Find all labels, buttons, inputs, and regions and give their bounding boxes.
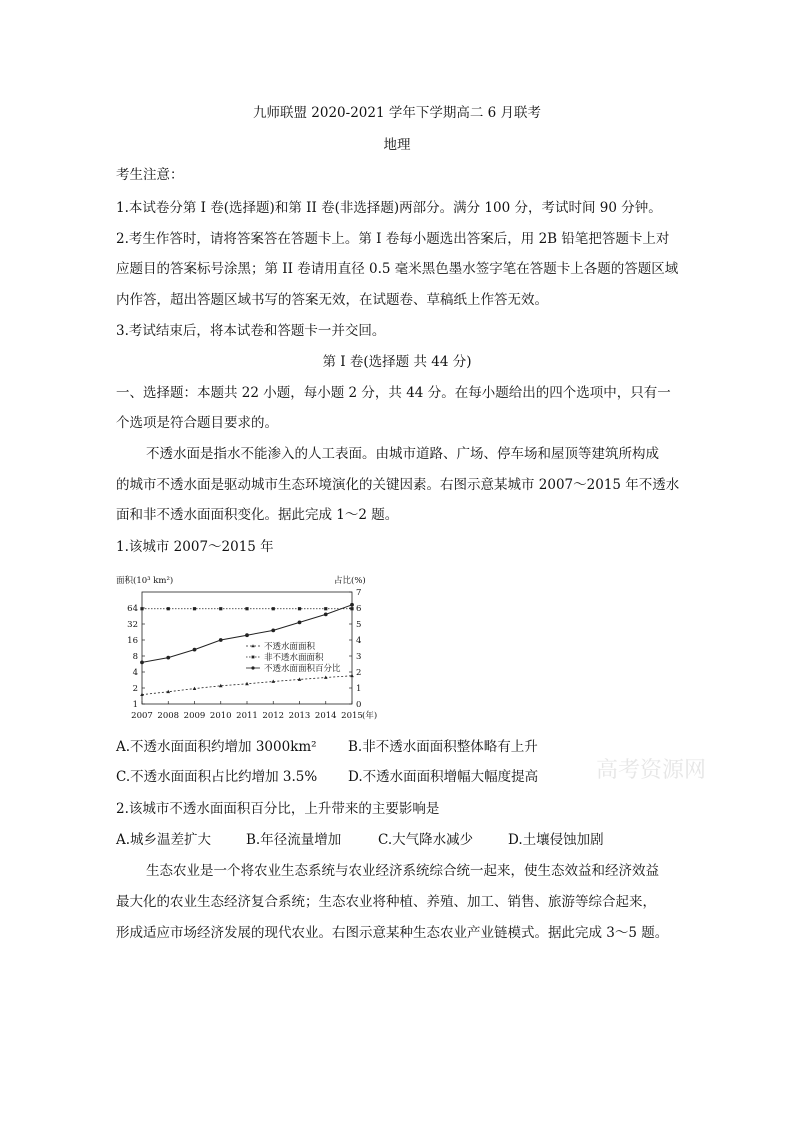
x-tick-label: 2009: [183, 711, 206, 721]
data-point: [324, 613, 328, 617]
y-right-tick-label: 0: [356, 700, 362, 710]
notice-item: 3.考试结束后，将本试卷和答题卡一并交回。: [116, 323, 386, 339]
data-point: [193, 607, 196, 610]
x-tick-label: 2015: [341, 711, 363, 721]
passage-line: 不透水面是指水不能渗入的人工表面。由城市道路、广场、停车场和屋顶等建筑所构成: [146, 446, 659, 462]
section-intro: 一、选择题：本题共 22 小题，每小题 2 分，共 44 分。在每小题给出的四个选项中，只有一: [116, 385, 671, 401]
data-point: [167, 607, 170, 610]
data-point: [324, 607, 327, 610]
y-right-tick-label: 5: [356, 620, 362, 630]
y-left-tick-label: 4: [132, 668, 138, 678]
y-left-tick-label: 8: [132, 652, 138, 662]
question-1-stem: 1.该城市 2007～2015 年: [116, 539, 274, 555]
passage-line: 的城市不透水面是驱动城市生态环境演化的关键因素。右图示意某城市 2007～2015 年不透水: [116, 477, 680, 493]
data-point: [272, 607, 275, 610]
q2-option-d[interactable]: D.土壤侵蚀加剧: [508, 832, 604, 848]
passage-line: 最大化的农业生态经济复合系统；生态农业将种植、养殖、加工、销售、旅游等综合起来，: [116, 894, 656, 910]
q1-option-a[interactable]: A.不透水面面积约增加 3000km²: [116, 739, 317, 755]
passage-line: 形成适应市场经济发展的现代农业。右图示意某种生态农业产业链模式。据此完成 3～5 题。: [116, 925, 669, 941]
y-left-tick-label: 64: [127, 604, 138, 614]
notice-item: 1.本试卷分第 I 卷(选择题)和第 II 卷(非选择题)两部分。满分 100 分，考试时间 90 分钟。: [116, 200, 662, 216]
question-2-stem: 2.该城市不透水面面积百分比，上升带来的主要影响是: [116, 801, 440, 817]
x-tick-label: 2013: [288, 711, 311, 721]
notice-item: 应题目的答案标号涂黑；第 II 卷请用直径 0.5 毫米黑色墨水签字笔在答题卡上各题的答题区域: [116, 261, 679, 277]
y-right-tick-label: 6: [356, 604, 362, 614]
legend-marker: [251, 666, 254, 669]
y-right-tick-label: 4: [356, 636, 362, 646]
series-line-1: [142, 676, 352, 695]
data-point: [140, 661, 144, 665]
section-intro: 个选项是符合题目要求的。: [116, 415, 278, 431]
q2-option-a[interactable]: A.城乡温差扩大: [116, 832, 212, 848]
data-point: [219, 638, 223, 642]
y-axis-left-label: 面积(10³ km²): [116, 576, 174, 586]
x-tick-label: 2008: [157, 711, 180, 721]
notice-item: 2.考生作答时，请将答案答在答题卡上。第 I 卷每小题选出答案后，用 2B 铅笔把答题卡上对: [116, 231, 670, 247]
y-left-tick-label: 16: [127, 636, 138, 646]
y-left-tick-label: 1: [132, 700, 138, 710]
y-right-tick-label: 3: [356, 652, 362, 662]
data-point: [245, 607, 248, 610]
y-right-tick-label: 1: [356, 684, 362, 694]
data-point: [193, 648, 197, 652]
passage-line: 生态农业是一个将农业生态系统与农业经济系统综合统一起来，使生态效益和经济效益: [146, 863, 659, 879]
x-axis-label: (年): [362, 711, 378, 721]
passage-line: 面和非不透水面面积变化。据此完成 1～2 题。: [116, 507, 399, 523]
q1-option-d[interactable]: D.不透水面面积增幅大幅度提高: [348, 769, 539, 785]
x-tick-label: 2011: [236, 711, 258, 721]
y-right-tick-label: 2: [356, 668, 362, 678]
data-point: [298, 607, 301, 610]
data-point: [245, 633, 249, 637]
data-point: [166, 690, 170, 693]
data-point: [193, 687, 197, 690]
x-tick-label: 2014: [314, 711, 337, 721]
legend-label: 不透水面面积: [264, 642, 316, 652]
data-point: [350, 603, 354, 607]
q2-option-b[interactable]: B.年径流量增加: [246, 832, 342, 848]
section-title: 第 I 卷(选择题 共 44 分): [322, 354, 472, 370]
notice-item: 内作答，超出答题区域书写的答案无效，在试题卷、草稿纸上作答无效。: [116, 292, 548, 308]
legend-label: 不透水面面积百分比: [264, 664, 341, 674]
legend-marker: [252, 656, 255, 659]
q2-option-c[interactable]: C.大气降水减少: [378, 832, 474, 848]
notice-heading: 考生注意：: [116, 167, 184, 183]
data-point: [219, 607, 222, 610]
y-right-tick-label: 7: [356, 588, 362, 598]
exam-subject: 地理: [383, 137, 411, 153]
q1-option-b[interactable]: B.非不透水面面积整体略有上升: [348, 739, 538, 755]
x-tick-label: 2007: [131, 711, 153, 721]
data-point: [271, 629, 275, 633]
y-left-tick-label: 2: [132, 684, 138, 694]
data-point: [350, 607, 353, 610]
area-change-chart: [112, 572, 388, 724]
legend-label: 非不透水面面积: [264, 653, 324, 663]
watermark: 高考资源网: [596, 758, 707, 783]
x-tick-label: 2012: [262, 711, 285, 721]
data-point: [298, 621, 302, 625]
x-tick-label: 2010: [209, 711, 232, 721]
q1-option-c[interactable]: C.不透水面面积占比约增加 3.5%: [116, 769, 318, 785]
exam-title: 九师联盟 2020-2021 学年下学期高二 6 月联考: [252, 105, 542, 121]
data-point: [140, 607, 143, 610]
y-axis-right-label: 占比(%): [334, 576, 366, 586]
data-point: [166, 656, 170, 660]
y-left-tick-label: 32: [127, 620, 138, 630]
